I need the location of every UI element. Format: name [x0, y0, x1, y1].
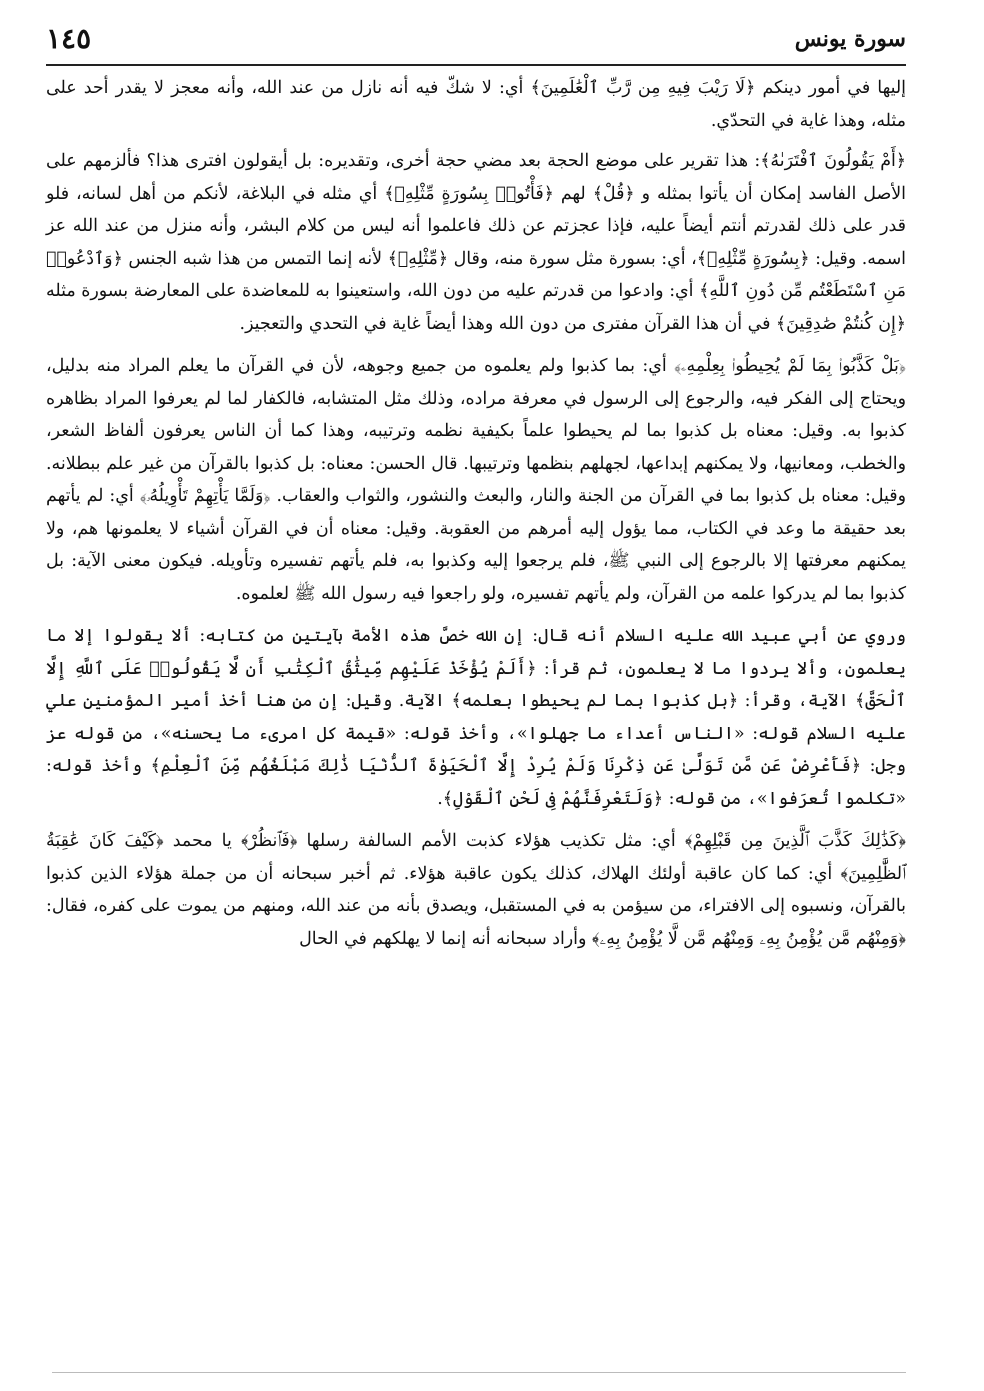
bottom-rule	[52, 1372, 906, 1373]
surah-title: سورة يونس	[794, 26, 906, 52]
paragraph-5: ﴿كَذَٰلِكَ كَذَّبَ ٱلَّذِينَ مِن قَبْلِهِمْ﴾ أي: مثل تكذيب هؤلاء كذبت الأمم السالفة رسلها ﴿فَٱنظُرْ﴾ يا محمد ﴿كَيْفَ كَانَ عَٰقِبَةُ ٱلظَّٰلِمِينَ﴾ أي: كما كان عاقبة أولئك الهلاك، كذلك يكون عاقبة هؤلاء. ثم أخبر سبحانه أن من جملة هؤلاء الذين كذبوا بالقرآن، ونسبوه إلى الافتراء، من سيؤمن به في المستقبل، ويصدق بأنه من عند الله، ومنهم من يموت على كفره، فقال: ﴿وَمِنْهُم مَّن يُؤْمِنُ بِهِۦ وَمِنْهُم مَّن لَّا يُؤْمِنُ بِهِۦ﴾ وأراد سبحانه أنه إنما لا يهلكهم في الحال	[46, 831, 906, 949]
running-header	[46, 20, 906, 66]
paragraph-3: ﴿بَلْ كَذَّبُوا۟ بِمَا لَمْ يُحِيطُوا۟ بِعِلْمِهِۦ﴾ أي: بما كذبوا ولم يعلموه من جميع وجوهه، لأن في القرآن ما يعلم المراد منه بدليل، ويحتاج إلى الفكر فيه، والرجوع إلى الرسول في معرفة مراده، وذلك مثل المتشابه، فالكفار لما لم يعرفوا المراد بظاهره كذبوا به. وقيل: معناه بل كذبوا بما لم يحيطوا علماً بكيفية نظمه وترتيبه، وهذا كما أن الناس يعرفون ألفاظ الشعر، والخطب، ومعانيها، ولا يمكنهم إبداعها، لجهلهم بنظمها وترتيبها. قال الحسن: معناه: بل كذبوا بالقرآن من غير علم ببطلانه. وقيل: معناه بل كذبوا بما في القرآن من الجنة والنار، والبعث والنشور، والثواب والعقاب. ﴿وَلَمَّا يَأْتِهِمْ تَأْوِيلُهُۥ﴾ أي: لم يأتهم بعد حقيقة ما وعد في الكتاب، مما يؤول إليه أمرهم من العقوبة. وقيل: معناه أن في القرآن أشياء لا يعلمونها هم، ولا يمكنهم معرفتها إلا بالرجوع إلى النبي ﷺ، فلم يرجعوا إليه وكذبوا به، فلم يأتهم تفسيره وتأويله. فيكون معنى الآية: بل كذبوا بما لم يدركوا علمه من القرآن، ولم يأتهم تفسيره، ولو راجعوا فيه رسول الله ﷺ لعلموه.	[46, 356, 906, 604]
paragraph-1: إليها في أمور دينكم ﴿لَا رَيْبَ فِيهِ مِن رَّبِّ ٱلْعَٰلَمِينَ﴾ أي: لا شكّ فيه أنه نازل من عند الله، وأنه معجز لا يقدر أحد على مثله، وهذا غاية في التحدّي.	[46, 78, 906, 131]
page	[46, 20, 906, 1355]
page-number: ١٤٥	[46, 22, 92, 55]
paragraph-2: ﴿أَمْ يَقُولُونَ ٱفْتَرَىٰهُ﴾: هذا تقرير على موضع الحجة بعد مضي حجة أخرى، وتقديره: بل أيقولون افترى هذا؟ فألزمهم على الأصل الفاسد إمكان أن يأتوا بمثله و ﴿قُلْ﴾ لهم ﴿فَأْتُوا۟ بِسُورَةٍ مِّثْلِهِۦ﴾ أي مثله في البلاغة، لأنكم من أهل لسانه، فلو قدر على ذلك لقدرتم أنتم أيضاً عليه، فإذا عجزتم عن ذلك فاعلموا أنه ليس من كلام البشر، وأنه منزل من عند الله عز اسمه. وقيل: ﴿بِسُورَةٍ مِّثْلِهِۦ﴾، أي: بسورة مثل سورة منه، وقال ﴿مِّثْلِهِۦ﴾ لأنه إنما التمس من هذا شبه الجنس ﴿وَٱدْعُوا۟ مَنِ ٱسْتَطَعْتُم مِّن دُونِ ٱللَّهِ﴾ أي: وادعوا من قدرتم عليه من دون الله، واستعينوا به للمعاضدة على المعارضة بسورة مثله ﴿إِن كُنتُمْ صَٰدِقِينَ﴾ في أن هذا القرآن مفترى من دون الله وهذا أيضاً غاية في التحدي والتعجيز.	[46, 151, 906, 334]
page-body	[46, 66, 906, 955]
paragraph-4: وروي عن أبي عبيد الله عليه السلام أنه قال: إن الله خصَّ هذه الأمة بآيتين من كتابه: ألا يقولوا إلا ما يعلمون، وألا يردوا ما لا يعلمون، ثم قرأ: ﴿أَلَمْ يُؤْخَذْ عَلَيْهِم مِّيثَٰقُ ٱلْكِتَٰبِ أَن لَّا يَقُولُوا۟ عَلَى ٱللَّهِ إِلَّا ٱلْحَقَّ﴾ الآية، وقرأ: ﴿بل كذبوا بما لم يحيطوا بعلمه﴾ الآية. وقيل: إن من هنا أخذ أمير المؤمنين علي عليه السلام قوله: «الناس أعداء ما جهلوا»، وأخذ قوله: «قيمة كل امرىء ما يحسنه»، من قوله عز وجل: ﴿فَأَعْرِضْ عَن مَّن تَوَلَّىٰ عَن ذِكْرِنَا وَلَمْ يُرِدْ إِلَّا ٱلْحَيَوٰةَ ٱلدُّنْيَا ذَٰلِكَ مَبْلَغُهُم مِّنَ ٱلْعِلْمِ﴾ وأخذ قوله: «تكلموا تُعرَفوا»، من قوله: ﴿وَلَتَعْرِفَنَّهُمْ فِى لَحْنِ ٱلْقَوْلِ﴾.	[46, 626, 906, 809]
